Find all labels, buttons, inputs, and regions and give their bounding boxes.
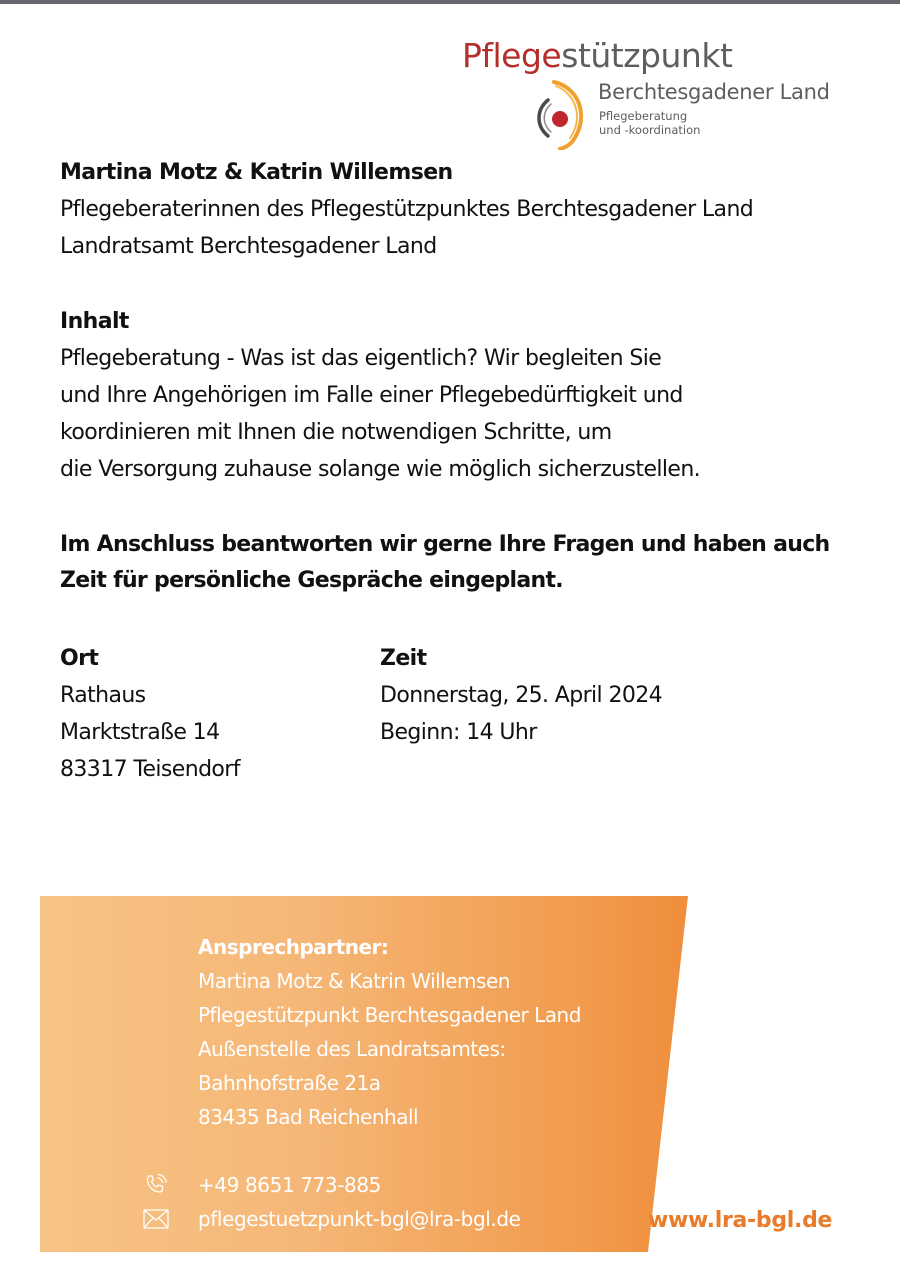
- content-heading: Inhalt: [60, 309, 129, 334]
- logo-tagline: [599, 109, 700, 137]
- speaker-names: Martina Motz & Katrin Willemsen: [60, 160, 453, 185]
- time-line: Beginn: 14 Uhr: [380, 720, 537, 745]
- contact-line: Pflegestützpunkt Berchtesgadener Land: [198, 1003, 581, 1027]
- content-line: und Ihre Angehörigen im Falle einer Pflegebedürftigkeit und: [60, 383, 683, 408]
- logo-tagline-line: und -koordination: [599, 123, 701, 137]
- speaker-role: Pflegeberaterinnen des Pflegestützpunktes Berchtesgadener Land: [60, 197, 754, 222]
- time-line: Donnerstag, 25. April 2024: [380, 683, 663, 708]
- top-bar: [0, 0, 900, 4]
- logo-region: Berchtesgadener Land: [598, 80, 830, 104]
- contact-heading: Ansprechpartner:: [198, 935, 389, 959]
- time-heading: Zeit: [380, 646, 427, 671]
- content-line: Pflegeberatung - Was ist das eigentlich? Wir begleiten Sie: [60, 346, 662, 371]
- phone-icon: [143, 1172, 169, 1198]
- phone-number[interactable]: +49 8651 773-885: [198, 1173, 381, 1197]
- contact-line: Bahnhofstraße 21a: [198, 1071, 381, 1095]
- contact-line: Außenstelle des Landratsamtes:: [198, 1037, 506, 1061]
- pflegestuetzpunkt-logo: [462, 36, 842, 146]
- logo-tagline-line: Pflegeberatung: [599, 109, 688, 123]
- note-line: Zeit für persönliche Gespräche eingeplant.: [60, 568, 563, 593]
- content-line: koordinieren mit Ihnen die notwendigen Schritte, um: [60, 420, 612, 445]
- logo-title: [462, 36, 732, 76]
- content-block: [60, 303, 700, 488]
- envelope-icon: [143, 1206, 169, 1232]
- logo-title-red: Pflege: [462, 36, 562, 75]
- logo-swirl-icon: [532, 78, 592, 150]
- website-link[interactable]: www.lra-bgl.de: [648, 1208, 833, 1233]
- location-line: 83317 Teisendorf: [60, 757, 240, 782]
- speaker-organization: Landratsamt Berchtesgadener Land: [60, 234, 437, 259]
- email-row[interactable]: [143, 1206, 521, 1232]
- logo-title-grey: stützpunkt: [561, 36, 733, 75]
- note-line: Im Anschluss beantworten wir gerne Ihre Fragen und haben auch: [60, 532, 830, 557]
- contact-block: [198, 930, 581, 1134]
- email-address[interactable]: pflegestuetzpunkt-bgl@lra-bgl.de: [198, 1207, 521, 1231]
- qa-note: [60, 527, 830, 599]
- contact-line: 83435 Bad Reichenhall: [198, 1105, 419, 1129]
- speakers-block: [60, 154, 753, 265]
- location-line: Marktstraße 14: [60, 720, 220, 745]
- content-line: die Versorgung zuhause solange wie möglich sicherzustellen.: [60, 457, 701, 482]
- phone-row[interactable]: [143, 1172, 381, 1198]
- location-heading: Ort: [60, 646, 99, 671]
- location-block: [60, 640, 240, 788]
- contact-line: Martina Motz & Katrin Willemsen: [198, 969, 510, 993]
- time-block: [380, 640, 662, 751]
- location-line: Rathaus: [60, 683, 146, 708]
